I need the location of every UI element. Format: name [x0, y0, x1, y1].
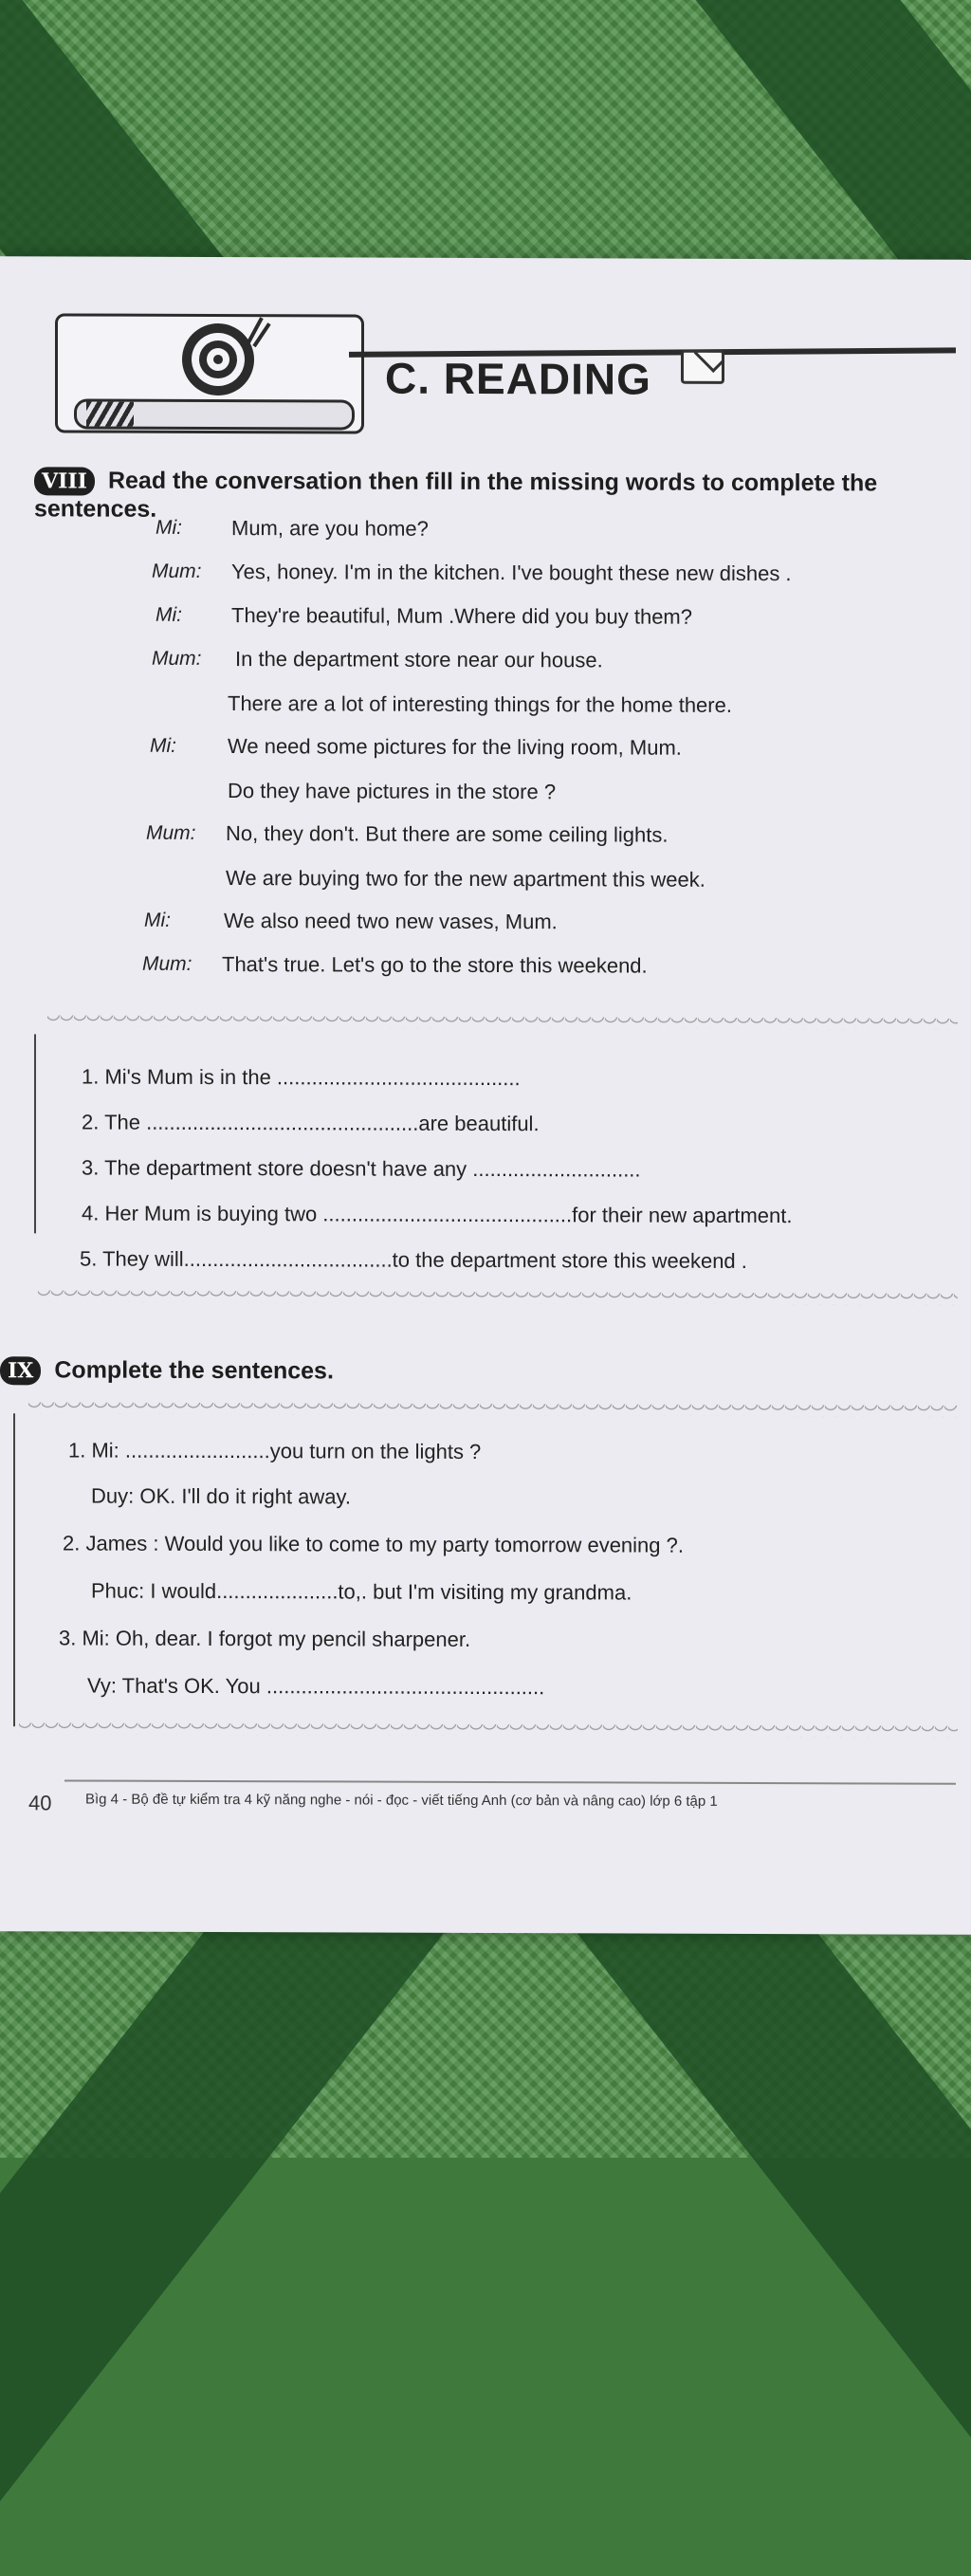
dialog-line: That's true. Let's go to the store this weekend.: [222, 952, 648, 978]
snail-icon: [171, 304, 275, 409]
question-2: 2. The ...............................................are beautiful.: [82, 1110, 540, 1136]
dialog-speaker: Mi:: [156, 603, 182, 626]
dialog-line: There are a lot of interesting things for the home there.: [228, 691, 732, 717]
question-1: 1. Mi's Mum is in the ..........................................: [82, 1064, 521, 1091]
question-4: 4. Her Mum is buying two ...........................................for their new apartment.: [82, 1201, 793, 1228]
dialog-speaker: Mum:: [142, 952, 192, 975]
question-bracket: [13, 1413, 30, 1726]
task-9-line-2: Duy: OK. I'll do it right away.: [91, 1483, 352, 1509]
task-9-badge: IX: [0, 1356, 41, 1385]
dialog-speaker: Mum:: [152, 560, 202, 582]
dialog-line: Mum, are you home?: [231, 516, 429, 541]
dialog-speaker: Mi:: [144, 909, 171, 931]
dialog-line: Yes, honey. I'm in the kitchen. I've bought these new dishes .: [231, 560, 792, 586]
dialog-speaker: Mi:: [156, 516, 182, 539]
dialog-line: We also need two new vases, Mum.: [224, 909, 558, 934]
task-9-instruction: [0, 1356, 334, 1386]
wavy-divider: [28, 1402, 958, 1416]
question-3: 3. The department store doesn't have any .............................: [82, 1155, 641, 1182]
task-9-line-3: 2. James : Would you like to come to my party tomorrow evening ?.: [63, 1531, 684, 1557]
question-5: 5. They will....................................to the department store this weekend .: [80, 1246, 747, 1273]
dialog-speaker: Mum:: [146, 821, 196, 844]
wavy-divider: [19, 1722, 958, 1737]
dialog-speaker: Mi:: [150, 734, 176, 757]
task-9-line-1: 1. Mi: .........................you turn on the lights ?: [68, 1438, 482, 1463]
worksheet-page: [0, 256, 971, 1935]
footer-text: Bìg 4 - Bộ đề tự kiểm tra 4 kỹ năng nghe - nói - đọc - viết tiếng Anh (cơ bản và nâng cao) lớp 6 tập 1: [85, 1791, 718, 1810]
dialog-speaker: Mum:: [152, 647, 202, 670]
envelope-icon: [681, 350, 724, 384]
wavy-divider: [47, 1015, 958, 1029]
task-9-line-6: Vy: That's OK. You ................................................: [87, 1673, 545, 1700]
section-title: C. READING: [385, 353, 651, 404]
task-8-text: Read the conversation then fill in the missing words to complete the sentences.: [34, 467, 878, 523]
dialog-line: Do they have pictures in the store ?: [228, 779, 557, 804]
dialog-line: No, they don't. But there are some ceiling lights.: [226, 821, 669, 847]
task-9-text: Complete the sentences.: [54, 1356, 334, 1385]
question-bracket: [34, 1034, 51, 1233]
task-9-line-5: 3. Mi: Oh, dear. I forgot my pencil sharpener.: [59, 1626, 471, 1651]
footer-rule: [64, 1779, 956, 1784]
dialog-line: We are buying two for the new apartment this week.: [226, 866, 705, 892]
page-number: 40: [28, 1791, 52, 1815]
dialog-line: In the department store near our house.: [235, 647, 603, 672]
dialog-line: They're beautiful, Mum .Where did you buy them?: [231, 603, 692, 629]
task-9-line-4: Phuc: I would.....................to,. but I'm visiting my grandma.: [91, 1578, 632, 1605]
wavy-divider: [38, 1290, 958, 1304]
task-8-badge: VIII: [34, 467, 95, 495]
dialog-line: We need some pictures for the living room, Mum.: [228, 734, 682, 760]
